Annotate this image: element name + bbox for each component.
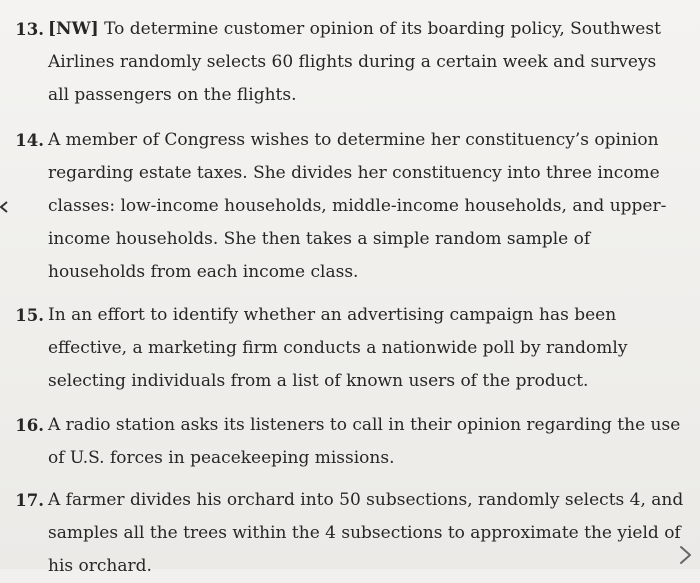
problem-number: 13. <box>15 20 44 39</box>
problem-line: [NW] To determine customer opinion of its boarding policy, Southwest <box>48 19 661 39</box>
problem-line: his orchard. <box>48 556 152 576</box>
problem-line: selecting individuals from a list of known users of the product. <box>48 371 589 391</box>
problem-line: effective, a marketing firm conducts a nationwide poll by randomly <box>48 338 628 358</box>
problem-text <box>48 484 684 583</box>
problem-number: 14. <box>15 131 44 150</box>
problem-line: households from each income class. <box>48 262 359 282</box>
problem-text <box>48 124 684 289</box>
problem-line: A farmer divides his orchard into 50 subsections, randomly selects 4, and <box>48 490 684 510</box>
problem-text <box>48 409 684 475</box>
problem-text <box>48 299 684 398</box>
problem-number: 16. <box>15 416 44 435</box>
chevron-right-icon[interactable] <box>674 544 696 566</box>
problem-line: regarding estate taxes. She divides her constituency into three income <box>48 163 660 183</box>
problem-line: A radio station asks its listeners to call in their opinion regarding the use <box>48 415 681 435</box>
problem-tag: [NW] <box>48 19 99 39</box>
problem-number: 17. <box>15 491 44 510</box>
problem-line: samples all the trees within the 4 subsections to approximate the yield of <box>48 523 681 543</box>
problem-line: Airlines randomly selects 60 flights during a certain week and surveys <box>48 52 657 72</box>
problem-line: A member of Congress wishes to determine her constituency’s opinion <box>48 130 659 150</box>
left-arrow-icon <box>0 200 8 214</box>
problem-number: 15. <box>15 306 44 325</box>
problem-text <box>48 13 684 112</box>
problem-line: all passengers on the flights. <box>48 85 297 105</box>
problem-line: classes: low-income households, middle-income households, and upper- <box>48 196 667 216</box>
problem-line: In an effort to identify whether an advertising campaign has been <box>48 305 617 325</box>
problem-line: income households. She then takes a simple random sample of <box>48 229 591 249</box>
problem-line: of U.S. forces in peacekeeping missions. <box>48 448 395 468</box>
